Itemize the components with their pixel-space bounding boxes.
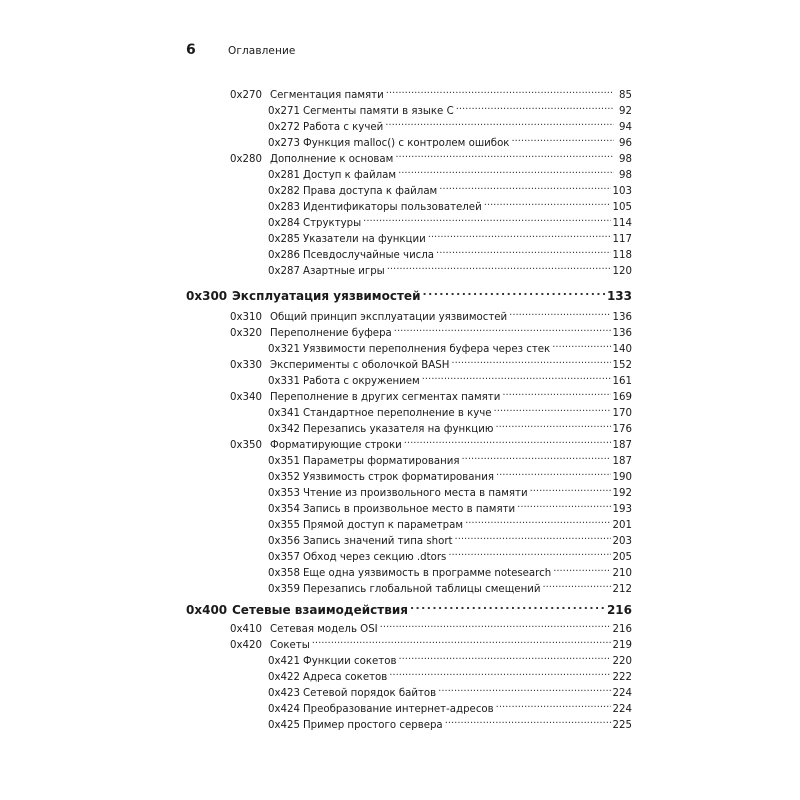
toc-section-code: 0x341 (268, 408, 300, 419)
toc-section-title: Псевдослучайные числа (303, 250, 435, 261)
toc-section-title: Указатели на функции (303, 234, 426, 245)
page-header (186, 42, 295, 58)
toc-page-number: 133 (606, 289, 632, 303)
toc-section-title: Пример простого сервера (303, 720, 443, 731)
toc-row (268, 116, 632, 133)
toc-section-code: 0x310 (230, 312, 262, 323)
toc-section-title: Дополнение к основам (270, 154, 394, 165)
toc-dot-leader (398, 650, 610, 664)
toc-section-code: 0x420 (230, 640, 262, 651)
toc-section-title: Сегментация памяти (270, 90, 384, 101)
toc-dot-leader (422, 370, 611, 384)
toc-dot-leader (495, 418, 610, 432)
toc-section-title: Функции сокетов (303, 656, 397, 667)
toc-row (268, 698, 632, 715)
toc-row (230, 148, 632, 165)
toc-row (268, 450, 632, 467)
toc-section-code: 0x356 (268, 536, 300, 547)
toc-page-number: 118 (612, 250, 632, 261)
toc-page-number: 203 (612, 536, 632, 547)
toc-section-code: 0x287 (268, 266, 300, 277)
toc-dot-leader (511, 132, 614, 146)
toc-section-code: 0x422 (268, 672, 300, 683)
toc-section-title: Перезапись глобальной таблицы смещений (303, 584, 541, 595)
toc-row (268, 260, 632, 277)
toc-section-title: Переполнение в других сегментах памяти (270, 392, 501, 403)
toc-section-title: Сегменты памяти в языке C (303, 106, 454, 117)
toc-section-title: Функция malloc() с контролем ошибок (303, 138, 510, 149)
toc-section-title: Сетевая модель OSI (270, 624, 378, 635)
toc-dot-leader (394, 322, 611, 336)
toc-row (268, 578, 632, 595)
toc-section-code: 0x283 (268, 202, 300, 213)
toc-dot-leader (496, 698, 611, 712)
toc-section-title: Сетевые взаимодействия (232, 603, 408, 617)
toc-dot-leader (404, 434, 611, 448)
toc-dot-leader (389, 666, 610, 680)
toc-section-title: Чтение из произвольного места в памяти (303, 488, 528, 499)
toc-section-title: Адреса сокетов (303, 672, 388, 683)
toc-page-number: 161 (612, 376, 632, 387)
toc-dot-leader (410, 598, 605, 614)
toc-page-number: 212 (612, 584, 632, 595)
toc-dot-leader (380, 618, 611, 632)
toc-page-number: 170 (612, 408, 632, 419)
toc-page-number: 219 (612, 640, 632, 651)
toc-dot-leader (502, 386, 610, 400)
toc-section-code: 0x410 (230, 624, 262, 635)
toc-row (268, 338, 632, 355)
toc-section-title: Преобразование интернет-адресов (303, 704, 494, 715)
toc-section-code: 0x355 (268, 520, 300, 531)
toc-section-code: 0x350 (230, 440, 262, 451)
toc-section-title: Работа с окружением (303, 376, 420, 387)
toc-section-code: 0x320 (230, 328, 262, 339)
toc-chapter-row (186, 598, 632, 617)
toc-section-code: 0x280 (230, 154, 262, 165)
toc-section-title: Права доступа к файлам (303, 186, 438, 197)
toc-dot-leader (428, 228, 611, 242)
toc-section-code: 0x353 (268, 488, 300, 499)
toc-row (268, 212, 632, 229)
toc-page-number: 117 (612, 234, 632, 245)
toc-page-number: 140 (612, 344, 632, 355)
toc-section-code: 0x354 (268, 504, 300, 515)
toc-row (230, 354, 632, 371)
toc-page-number: 216 (606, 603, 632, 617)
toc-row (230, 634, 632, 651)
toc-row (230, 618, 632, 635)
toc-page-number: 98 (619, 154, 632, 165)
toc-dot-leader (456, 100, 614, 114)
toc-section-code: 0x281 (268, 170, 300, 181)
toc-dot-leader (398, 164, 614, 178)
toc-section-title: Обход через секцию .dtors (303, 552, 447, 563)
toc-dot-leader (445, 714, 611, 728)
toc-section-title: Структуры (303, 218, 362, 229)
toc-section-title: Эксперименты с оболочкой BASH (270, 360, 450, 371)
toc-row (268, 370, 632, 387)
toc-row (268, 228, 632, 245)
toc-page-number: 96 (619, 138, 632, 149)
toc-dot-leader (386, 84, 614, 98)
toc-page-number: 94 (619, 122, 632, 133)
toc-row (268, 666, 632, 683)
toc-row (268, 498, 632, 515)
toc-page-number: 210 (612, 568, 632, 579)
toc-section-code: 0x330 (230, 360, 262, 371)
toc-page-number: 169 (612, 392, 632, 403)
toc-section-title: Форматирующие строки (270, 440, 402, 451)
toc-page-number: 201 (612, 520, 632, 531)
toc-row (268, 714, 632, 731)
toc-section-title: Уязвимость строк форматирования (303, 472, 494, 483)
toc-row (268, 682, 632, 699)
toc-row (268, 546, 632, 563)
toc-section-title: Еще одна уязвимость в программе notesearch (303, 568, 552, 579)
page-number: 6 (186, 42, 196, 58)
toc-dot-leader (387, 260, 611, 274)
toc-row (268, 180, 632, 197)
toc-page-number: 136 (612, 328, 632, 339)
toc-section-code: 0x357 (268, 552, 300, 563)
toc-section-title: Общий принцип эксплуатации уязвимостей (270, 312, 508, 323)
toc-row (268, 132, 632, 149)
toc-chapter-row (186, 284, 632, 303)
toc-section-code: 0x272 (268, 122, 300, 133)
toc-section-title: Перезапись указателя на функцию (303, 424, 494, 435)
toc-dot-leader (422, 284, 604, 300)
toc-section-code: 0x340 (230, 392, 262, 403)
toc-dot-leader (451, 354, 610, 368)
toc-section-code: 0x271 (268, 106, 300, 117)
toc-section-code: 0x300 (186, 289, 228, 303)
toc-row (268, 244, 632, 261)
toc-section-code: 0x351 (268, 456, 300, 467)
toc-section-title: Запись в произвольное место в памяти (303, 504, 516, 515)
toc-row (268, 418, 632, 435)
toc-dot-leader (494, 402, 611, 416)
toc-dot-leader (517, 498, 610, 512)
toc-row (230, 84, 632, 101)
toc-page-number: 136 (612, 312, 632, 323)
toc-page-number: 105 (612, 202, 632, 213)
toc-page-number: 224 (612, 688, 632, 699)
toc-page-number: 98 (619, 170, 632, 181)
toc-section-code: 0x285 (268, 234, 300, 245)
toc-section-title: Прямой доступ к параметрам (303, 520, 464, 531)
toc-section-title: Стандартное переполнение в куче (303, 408, 492, 419)
toc-section-code: 0x421 (268, 656, 300, 667)
toc-section-title: Идентификаторы пользователей (303, 202, 482, 213)
toc-page-number: 187 (612, 456, 632, 467)
toc-page-number: 192 (612, 488, 632, 499)
toc-section-code: 0x286 (268, 250, 300, 261)
toc-dot-leader (553, 562, 610, 576)
toc-row (230, 386, 632, 403)
toc-section-title: Сетевой порядок байтов (303, 688, 437, 699)
toc-dot-leader (438, 682, 610, 696)
toc-page-number: 220 (612, 656, 632, 667)
toc-dot-leader (385, 116, 614, 130)
toc-row (268, 100, 632, 117)
toc-row (230, 434, 632, 451)
toc-section-title: Параметры форматирования (303, 456, 460, 467)
toc-page-number: 103 (612, 186, 632, 197)
toc-page-number: 193 (612, 504, 632, 515)
toc-row (268, 196, 632, 213)
toc-page-number: 120 (612, 266, 632, 277)
toc-section-code: 0x423 (268, 688, 300, 699)
toc-page-number: 114 (612, 218, 632, 229)
toc-dot-leader (530, 482, 611, 496)
toc-dot-leader (509, 306, 610, 320)
toc-section-code: 0x359 (268, 584, 300, 595)
running-title: Оглавление (228, 45, 296, 57)
toc-dot-leader (462, 450, 611, 464)
toc-section-title: Эксплуатация уязвимостей (232, 289, 421, 303)
toc-dot-leader (395, 148, 614, 162)
toc-section-code: 0x270 (230, 90, 262, 101)
toc-row (268, 482, 632, 499)
toc-section-code: 0x358 (268, 568, 300, 579)
toc-page-number: 187 (612, 440, 632, 451)
toc-section-code: 0x282 (268, 186, 300, 197)
toc-section-code: 0x400 (186, 603, 228, 617)
toc-dot-leader (363, 212, 610, 226)
toc-dot-leader (455, 530, 611, 544)
toc-section-title: Работа с кучей (303, 122, 384, 133)
toc-section-code: 0x273 (268, 138, 300, 149)
toc-row (230, 322, 632, 339)
toc-page-number: 152 (612, 360, 632, 371)
toc-dot-leader (436, 244, 611, 258)
toc-row (268, 164, 632, 181)
toc-page-number: 190 (612, 472, 632, 483)
toc-section-code: 0x342 (268, 424, 300, 435)
toc-page-number: 92 (619, 106, 632, 117)
toc-page-number: 222 (612, 672, 632, 683)
toc-page-number: 176 (612, 424, 632, 435)
toc-dot-leader (484, 196, 611, 210)
toc-dot-leader (496, 466, 611, 480)
toc-dot-leader (439, 180, 610, 194)
toc-section-title: Азартные игры (303, 266, 385, 277)
toc-row (268, 562, 632, 579)
toc-row (230, 306, 632, 323)
toc-section-code: 0x424 (268, 704, 300, 715)
toc-dot-leader (312, 634, 611, 648)
toc-section-title: Доступ к файлам (303, 170, 397, 181)
toc-section-code: 0x321 (268, 344, 300, 355)
toc-dot-leader (552, 338, 610, 352)
toc-dot-leader (465, 514, 610, 528)
toc-row (268, 402, 632, 419)
toc-section-code: 0x284 (268, 218, 300, 229)
toc-page-number: 224 (612, 704, 632, 715)
toc-dot-leader (542, 578, 610, 592)
toc-section-title: Переполнение буфера (270, 328, 392, 339)
toc-section-title: Уязвимости переполнения буфера через стек (303, 344, 551, 355)
toc-dot-leader (448, 546, 610, 560)
toc-section-title: Сокеты (270, 640, 310, 651)
toc-page-number: 216 (612, 624, 632, 635)
toc-row (268, 466, 632, 483)
toc-section-code: 0x331 (268, 376, 300, 387)
toc-row (268, 650, 632, 667)
toc-page-number: 85 (619, 90, 632, 101)
toc-page-number: 225 (612, 720, 632, 731)
toc-section-code: 0x425 (268, 720, 300, 731)
toc-section-code: 0x352 (268, 472, 300, 483)
toc-page-number: 205 (612, 552, 632, 563)
toc-row (268, 514, 632, 531)
toc-row (268, 530, 632, 547)
toc-section-title: Запись значений типа short (303, 536, 453, 547)
